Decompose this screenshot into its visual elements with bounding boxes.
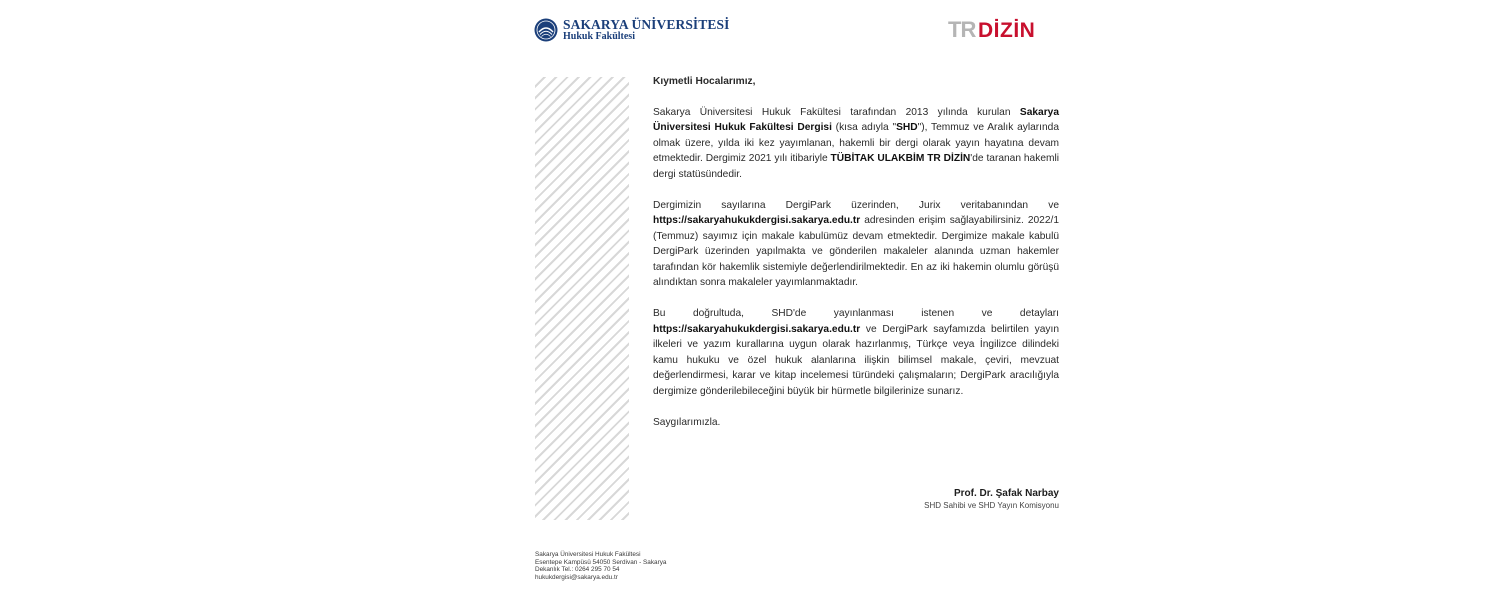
paragraph-text: 'de taranan hakemli dergi statüsündedir.: [653, 153, 1059, 180]
journal-abbreviation: SHD: [896, 122, 918, 133]
paragraph-access: [653, 198, 1059, 291]
paragraph-intro: [653, 105, 1059, 183]
journal-name: Sakarya Üniversitesi Hukuk Fakültesi Dergisi: [653, 106, 1059, 133]
paragraph-text: Dergimizin sayılarına DergiPark üzerinden, Jurix veritabanından ve: [653, 199, 1059, 211]
decorative-stripe-panel: [535, 77, 629, 520]
university-logo: [534, 16, 729, 44]
paragraph-text: Sakarya Üniversitesi Hukuk Fakültesi tarafından 2013 yılında kurulan: [653, 106, 1020, 118]
journal-url-link[interactable]: https://sakaryahukukdergisi.sakarya.edu.tr: [653, 323, 861, 335]
paragraph-text: Bu doğrultuda, SHD'de yayınlanması istenen ve detayları: [653, 308, 1059, 319]
footer-address: [535, 551, 666, 581]
salutation: Kıymetli Hocalarımız,: [653, 76, 756, 87]
footer-email-link[interactable]: hukukdergisi@sakarya.edu.tr: [535, 573, 618, 581]
signatory-title: SHD Sahibi ve SHD Yayın Komisyonu: [924, 501, 1059, 510]
svg-text:DİZİN: DİZİN: [978, 19, 1036, 41]
signature-block: [820, 488, 1059, 510]
paragraph-text: (kısa adıyla ": [831, 122, 897, 133]
university-seal-icon: [534, 18, 558, 42]
tr-dizin-logo: [948, 17, 1060, 41]
paragraph-text: "), Temmuz ve Aralık aylarında olmak üzere, yılda iki kez yayımlanan, hakemli bir dergi olarak yayın hayatına devam etmektedir. Dergimiz 2021 yılı itibariyle: [653, 122, 1059, 164]
footer-address-line: Esentepe Kampüsü 54050 Serdivan - Sakarya: [535, 558, 667, 566]
paragraph-text: ve DergiPark sayfamızda belirtilen yayın ilkeleri ve yazım kurallarına uygun olarak hazırlanmış, Türkçe veya İngilizce dilindeki kamu hukuku ve özel hukuk alanlarına ilişkin bilimsel makale, çeviri, mevzuat değerlendirmesi, karar ve kitap incelemesi türündeki çalışmaların; DergiPark aracılığıyla dergimize gönderilebileceğini büyük bir hürmetle bilgilerinize sunarız.: [653, 323, 1059, 397]
faculty-name: Hukuk Fakültesi: [563, 31, 635, 43]
index-name: TÜBİTAK ULAKBİM TR DİZİN: [830, 153, 971, 164]
university-name: SAKARYA ÜNİVERSİTESİ: [563, 16, 730, 32]
svg-text:TR: TR: [948, 17, 976, 41]
letter-body: [653, 74, 1059, 430]
signatory-name: Prof. Dr. Şafak Narbay: [953, 488, 1059, 499]
paragraph-text: adresinden erişim sağlayabilirsiniz. 2022/1 (Temmuz) sayımız için makale kabulümüz devam etmektedir. Dergimize makale kabulü DergiPark üzerinden yapılmakta ve gönderilen makaleler alanında uzman hakemler tarafından kör hakemlik sistemiyle değerlendirilmektedir. En az iki hakemin olumlu görüşü alındıktan sonra makaleler yayımlanmaktadır.: [653, 215, 1059, 288]
paragraph-submission: [653, 306, 1059, 399]
journal-url-link[interactable]: https://sakaryahukukdergisi.sakarya.edu.tr: [653, 215, 861, 226]
closing-line: Saygılarımızla.: [653, 416, 721, 428]
footer-phone: Dekanlık Tel.: 0264 295 70 54: [535, 566, 620, 574]
footer-institution: Sakarya Üniversitesi Hukuk Fakültesi: [535, 551, 641, 558]
